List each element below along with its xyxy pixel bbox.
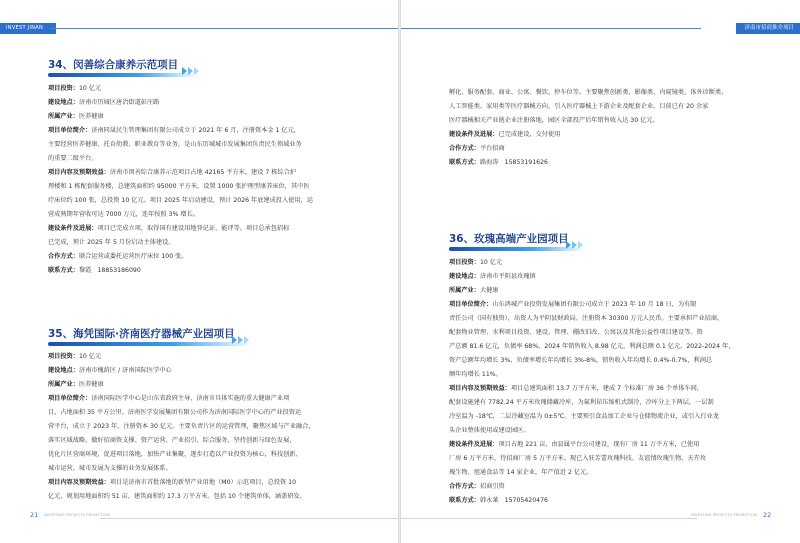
text-line: [48, 126, 354, 136]
field-label: 项目投资：: [449, 259, 480, 266]
text-line: [48, 98, 354, 108]
field-label: 项目单位简介：: [449, 301, 493, 308]
field-value: 人工智能类、家用类等医疗器械方向，引入医疗器械上下游企业及配套企业。目前已有 20 余家: [449, 103, 709, 110]
text-line: [48, 224, 354, 234]
text-line: [48, 196, 354, 206]
section-34-title: 34、闵善综合康养示范项目: [48, 59, 179, 71]
text-line: [449, 144, 761, 154]
field-value: 主要经营医养健康、托育幼教、职业教育等业务，是山东历城城市发展集团负责民生领域业务: [48, 141, 302, 148]
field-value: 项目已完成立项，取得国有建设用地登记证、能评等。项目总承包招标: [97, 225, 290, 232]
text-line: [449, 102, 761, 112]
field-value: 配套物业管理、水利项目投资、建设、管理、棚改旧改、公寓以及其他公益性项目建设等。资: [449, 329, 703, 336]
field-value: 瑰生物、旭通食品等 14 家企业，年产值近 2 亿元。: [449, 469, 593, 476]
text-line: [449, 384, 761, 394]
text-line: [449, 426, 761, 436]
field-value: 项目占地 221 亩，由县属平台公司建设，现有厂房 11 万平方米，已使用: [498, 441, 700, 448]
text-line: [449, 258, 761, 268]
jinan-projects-tag: 济南市招商推介项目: [736, 23, 800, 34]
text-line: [48, 182, 354, 192]
field-value: 配套设施建有 7782.24 平方米玫瑰储藏冷库，为氟利昂压缩机式制冷，冷库分上下两层，一层制: [449, 399, 714, 406]
field-label: 建设地点：: [48, 367, 79, 374]
chevron-decoration-icon: [232, 329, 260, 338]
field-value: 医养健康: [78, 113, 104, 120]
text-line: [449, 412, 761, 422]
text-line: [449, 454, 761, 464]
field-label: 建设地点：: [48, 99, 79, 106]
field-value: 医疗器械相关产业链企业注册落地，园区全部投产后年销售收入达 30 亿元。: [449, 117, 659, 124]
field-value: 城市运营，城市发展为支撑的业务发展体系。: [48, 465, 172, 472]
text-line: [48, 366, 354, 376]
field-label: 所属产业：: [48, 113, 79, 120]
section-35-underline: [48, 342, 253, 346]
field-label: 合作方式：: [48, 253, 79, 260]
header-rule: [401, 28, 701, 29]
field-value: 冷室温为 -18℃，二层冷藏室温为 0±5℃。主要预引食品加工企业与仓储物流企业，或引入行业龙: [449, 413, 719, 420]
field-value: 疗床位约 100 张，总投资 10 亿元。项目 2025 年启动建设，预计 2026 年底建成投入使用，运: [48, 197, 313, 204]
text-line: [449, 342, 761, 352]
field-value: 济南市平阴县玫瑰镇: [479, 273, 536, 280]
field-value: 营成熟期年营收可达 7000 万元，连年按照 3% 增长。: [48, 211, 199, 218]
field-value: 路海涛 15853191626: [479, 159, 548, 166]
text-line: [449, 496, 761, 506]
text-line: [48, 380, 354, 390]
text-line: [48, 422, 354, 432]
page-number-left: 21: [30, 511, 39, 519]
text-line: [48, 112, 354, 122]
field-value: 已完成建设，交付使用: [498, 131, 561, 138]
field-label: 建设地点：: [449, 273, 480, 280]
field-value: 营平台，成立于 2023 年，注册资本 30 亿元。主要负责片区的运营管理，聚焦区域与产业融合，: [48, 423, 315, 430]
text-line: [48, 408, 354, 418]
text-line: [449, 468, 761, 478]
field-label: 所属产业：: [449, 287, 480, 294]
text-line: [449, 440, 761, 450]
field-value: 招商引资: [479, 483, 505, 490]
section-36-underline: [449, 247, 584, 251]
field-label: 建设条件及进展：: [449, 131, 499, 138]
field-value: 项目总建筑面积 13.7 万平方米，建成 7 个标准厂房 36 个单体车间，: [510, 385, 703, 392]
field-label: 合作方式：: [449, 483, 480, 490]
text-line: [48, 464, 354, 474]
field-value: 济南市历城区唐冶街道彭庄路: [78, 99, 160, 106]
field-value: 责任公司（国有独资），出资人为平阴县财政局，注册资本 30300 万元人民币。主要承担产业招商、: [449, 315, 724, 322]
field-label: 项目投资：: [48, 85, 79, 92]
field-label: 建设条件及进展：: [449, 441, 499, 448]
field-label: 联系方式：: [449, 497, 480, 504]
field-value: 资产总额年均增长 3%、负债率增长年均增长 3%-8%，销售收入年均增长 0.4%-0.7%，利润总: [449, 357, 713, 364]
text-line: [48, 352, 354, 362]
section-35-title: 35、海凭国际·济南医疗器械产业园项目: [48, 328, 235, 340]
text-line: [48, 436, 354, 446]
text-line: [48, 252, 354, 262]
field-label: 建设条件及进展：: [48, 225, 98, 232]
text-line: [449, 130, 761, 140]
field-label: 项目内容及预期效益：: [48, 169, 110, 176]
field-value: 孵化、服务配套、商业、公寓、餐饮、停车位等。主要聚焦创新类、影像类、内窥镜类、体外诊断类、: [449, 89, 728, 96]
text-line: [48, 140, 354, 150]
field-value: 产总额 81.6 亿元，负债率 68%，2024 年销售收入 8.98 亿元，利润总额 0.1 亿元。2022-2024 年，: [449, 343, 735, 350]
field-label: 项目投资：: [48, 353, 79, 360]
footer-rule-right: [401, 518, 697, 519]
text-line: [48, 168, 354, 178]
field-label: 项目内容及预期效益：: [449, 385, 511, 392]
text-line: [449, 158, 761, 168]
text-line: [48, 478, 354, 488]
field-value: 山东鸿城产业投资发展集团有限公司成立于 2023 年 10 月 18 日，为有限: [492, 301, 697, 308]
text-line: [449, 328, 761, 338]
text-line: [449, 286, 761, 296]
text-line: [48, 154, 354, 164]
text-line: [48, 450, 354, 460]
text-line: [48, 238, 354, 248]
text-line: [449, 314, 761, 324]
text-line: [449, 482, 761, 492]
field-value: 理楼和 1 栋配套服务楼，总建筑面积约 95000 平方米，设置 1000 张护理型康养床位，其中医: [48, 183, 310, 190]
field-label: 所属产业：: [48, 381, 79, 388]
chevron-decoration-icon: [182, 60, 210, 69]
field-value: 10 亿元: [78, 85, 102, 92]
field-label: 联系方式：: [48, 267, 79, 274]
text-line: [449, 370, 761, 380]
chevron-decoration-icon: [566, 234, 594, 243]
page-number-right: 22: [763, 511, 772, 519]
left-page: [0, 0, 398, 543]
field-value: 济南同晟民生管理集团有限公司成立于 2021 年 6 月，注册资本金 1 亿元，: [91, 127, 300, 134]
field-value: 项目是济南市首批落地的新型产业用地（M0）示范项目，总投资 10: [109, 479, 297, 486]
field-label: 项目单位简介：: [48, 127, 92, 134]
header-rule: [50, 28, 398, 29]
text-line: [449, 300, 761, 310]
text-line: [48, 492, 354, 502]
field-value: 济南市闵善综合康养示范项目占地 42165 平方米，建设 7 栋综合护: [109, 169, 297, 176]
field-value: 黎霞 18853186090: [78, 267, 141, 274]
footer-text-left: INVESTING PROJECTS PROMOTION: [44, 513, 110, 517]
field-value: 亿元，规划用地面积约 51 亩，建筑面积约 17.3 万平方米。包括 10 个建筑单体，涵盖研发、: [48, 493, 306, 500]
field-value: 济南市槐荫区 / 济南国际医学中心: [78, 367, 172, 374]
text-line: [48, 210, 354, 220]
field-value: 已完成，预计 2025 年 5 月份启动主体建设。: [48, 239, 175, 246]
field-value: 平台招商: [479, 145, 505, 152]
text-line: [449, 356, 761, 366]
text-line: [48, 84, 354, 94]
section-36-title: 36、玫瑰高端产业园项目: [449, 233, 569, 245]
field-value: 10 亿元: [78, 353, 102, 360]
field-value: 10 亿元: [479, 259, 503, 266]
text-line: [449, 88, 761, 98]
section-34-underline: [48, 73, 198, 77]
text-line: [48, 394, 354, 404]
field-value: 优化片区营商环境，促进项目落地，加快产业集聚，逐步打造以产业投资为核心，科技创新、: [48, 451, 302, 458]
field-value: 目，占地面积 35 平方公里。济南医学发展集团有限公司作为济南国际医学中心的产业投资运: [48, 409, 302, 416]
field-value: 落实区域战略，做好招商资支撑、资产运营、产业招引、综合服务，坚持创新与绿色发展，: [48, 437, 296, 444]
text-line: [449, 272, 761, 282]
field-value: 医养健康: [78, 381, 104, 388]
field-value: 额年均增长 11%。: [449, 371, 502, 378]
field-label: 联系方式：: [449, 159, 480, 166]
field-value: 头企业整体使用或建设园区。: [449, 427, 530, 434]
footer-text-right: INVESTING PROJECTS PROMOTION: [691, 513, 757, 517]
field-value: 的重要二级平台。: [48, 155, 98, 162]
text-line: [449, 398, 761, 408]
text-line: [48, 266, 354, 276]
field-label: 合作方式：: [449, 145, 480, 152]
invest-jinan-tag: INVEST JINAN: [0, 23, 56, 34]
field-value: 联合运营或委托运营医疗床位 100 张。: [78, 253, 188, 260]
field-value: 大健康: [479, 287, 499, 294]
field-label: 项目内容及预期效益：: [48, 479, 110, 486]
text-line: [449, 116, 761, 126]
field-value: 济南国际医学中心是山东省政府主导、济南市具体实施的重大健康产业项: [91, 395, 290, 402]
field-value: 厂房 6 万平方米，待招商厂房 5 万平方米。现已入驻芳蕾玫瑰科技、友谊情玫瑰生物、天卉玫: [449, 455, 707, 462]
field-value: 韩永莱 15705420476: [479, 497, 548, 504]
field-label: 项目单位简介：: [48, 395, 92, 402]
footer-rule-left: [100, 518, 398, 519]
